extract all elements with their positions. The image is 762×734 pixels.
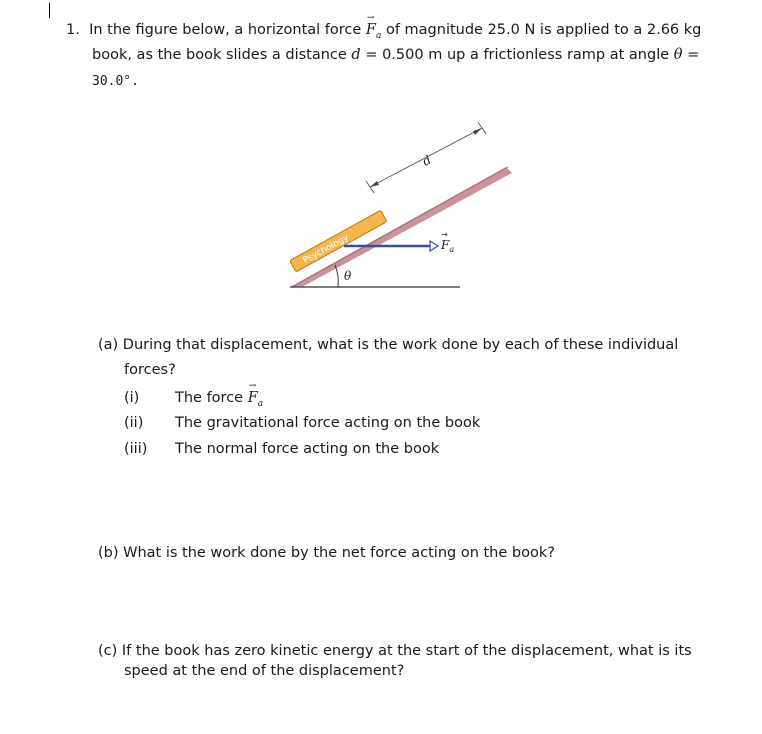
part-a-item-i-num: (i) — [124, 390, 140, 406]
problem-line-2 — [92, 47, 699, 63]
problem-text-2c: = — [687, 47, 700, 63]
ramp-figure — [286, 115, 512, 295]
part-a-line-1: (a) During that displacement, what is the work done by each of these individual — [98, 337, 679, 353]
book-label: Psychology — [301, 232, 351, 267]
problem-number: 1. — [66, 22, 80, 38]
part-a-line-2: forces? — [124, 362, 176, 378]
problem-text-2a: book, as the book slides a distance — [92, 47, 347, 63]
problem-text-2b: = 0.500 m up a frictionless ramp at angle — [365, 47, 670, 63]
part-c-line-2: speed at the end of the displacement? — [124, 663, 405, 679]
part-a-item-ii-num: (ii) — [124, 415, 144, 431]
part-a-item-i: The force → $F_a$ — [175, 381, 264, 409]
force-symbol: → $F_a$ — [365, 13, 382, 41]
part-a-item-ii: The gravitational force acting on the book — [175, 415, 481, 431]
text-cursor — [49, 3, 50, 18]
problem-text-1b: of magnitude 25.0 N is applied to a 2.66 kg — [385, 22, 702, 38]
part-b-line-1: (b) What is the work done by the net force acting on the book? — [98, 545, 555, 561]
part-a-item-iii: The normal force acting on the book — [175, 441, 440, 457]
d-symbol: d — [351, 47, 361, 63]
part-a-item-iii-num: (iii) — [124, 441, 148, 457]
problem-line-1 — [66, 13, 702, 41]
force-arrowhead — [430, 241, 438, 251]
theta-symbol: θ — [673, 47, 683, 63]
part-c-line-1: (c) If the book has zero kinetic energy at the start of the displacement, what is its — [98, 643, 692, 659]
force-label: $F_a$ — [441, 238, 455, 254]
force-symbol-small: → $F_a$ — [247, 381, 264, 409]
problem-text-1a: In the figure below, a horizontal force — [89, 22, 362, 38]
problem-line-3: 30.0°. — [92, 74, 139, 89]
svg-text:→: → — [441, 230, 448, 239]
distance-label: d — [420, 152, 434, 169]
angle-label: θ — [344, 269, 352, 283]
